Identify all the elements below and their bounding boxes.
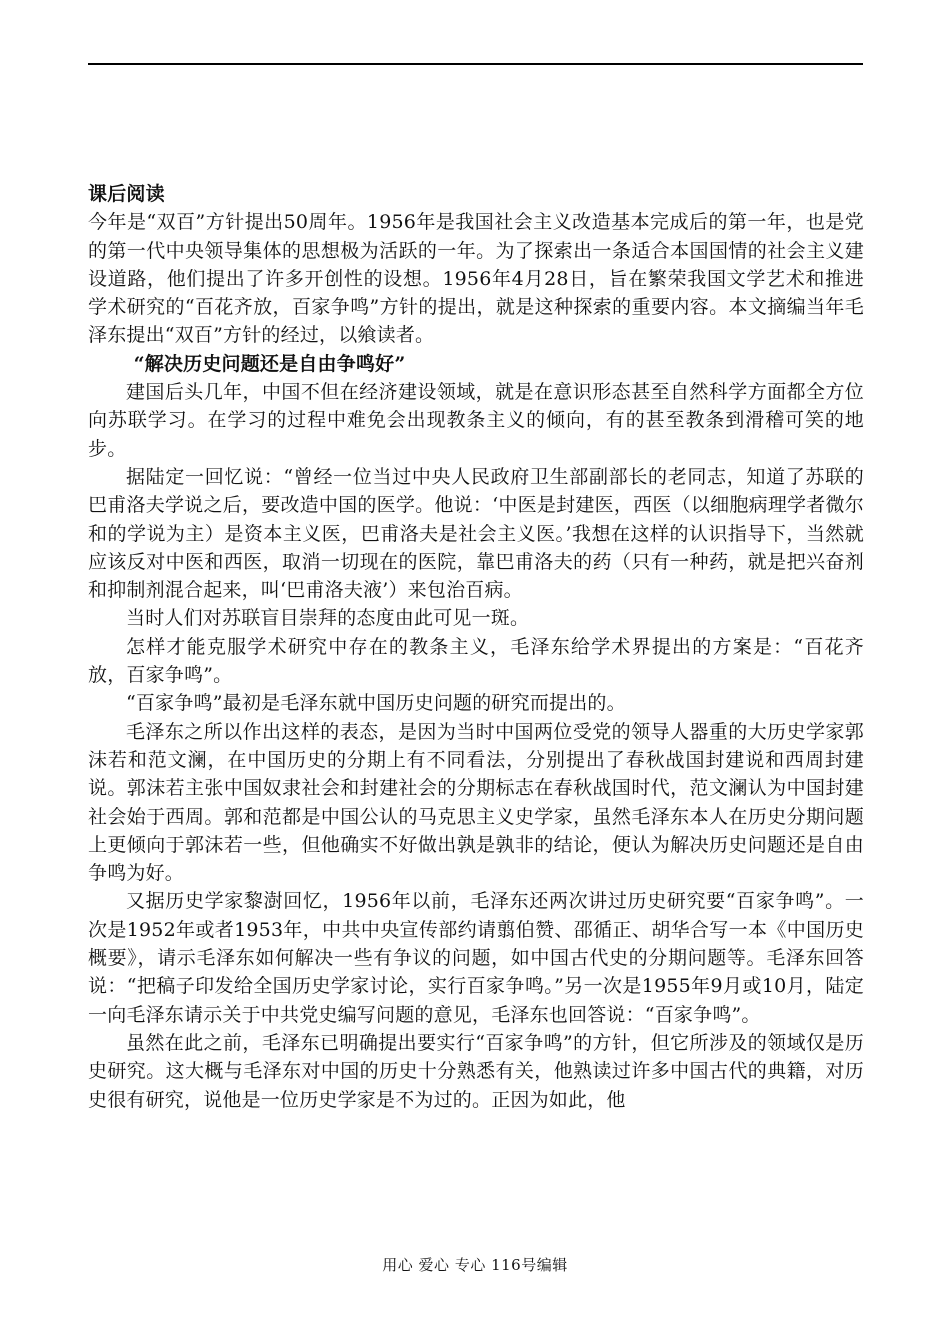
page-footer: 用心 爱心 专心 116号编辑	[382, 1256, 568, 1274]
document-body	[88, 180, 864, 1114]
body-paragraph: “百家争鸣”最初是毛泽东就中国历史问题的研究而提出的。	[126, 692, 626, 715]
body-paragraph: 怎样才能克服学术研究中存在的教条主义，毛泽东给学术界提出的方案是：“百花齐放，百家争鸣”。	[88, 635, 864, 687]
body-paragraph: 虽然在此之前，毛泽东已明确提出要实行“百家争鸣”的方针，但它所涉及的领域仅是历史研究。这大概与毛泽东对中国的历史十分熟悉有关，他熟读过许多中国古代的典籍，对历史很有研究，说他是一位历史学家是不为过的。正因为如此，他	[88, 1031, 864, 1111]
body-paragraph: 又据历史学家黎澍回忆，1956年以前，毛泽东还两次讲过历史研究要“百家争鸣”。一次是1952年或者1953年，中共中央宣传部约请翦伯赞、邵循正、胡华合写一本《中国历史概要》，请示毛泽东如何解决一些有争议的问题，如中国古代史的分期问题等。毛泽东回答说：“把稿子印发给全国历史学家讨论，实行百家争鸣。”另一次是1955年9月或10月，陆定一向毛泽东请示关于中共党史编写问题的意见，毛泽东也回答说：“百家争鸣”。	[88, 890, 864, 1026]
intro-paragraph: 今年是“双百”方针提出50周年。1956年是我国社会主义改造基本完成后的第一年，也是党的第一代中央领导集体的思想极为活跃的一年。为了探索出一条适合本国国情的社会主义建设道路，他们提出了许多开创性的设想。1956年4月28日，旨在繁荣我国文学艺术和推进学术研究的“百花齐放，百家争鸣”方针的提出，就是这种探索的重要内容。本文摘编当年毛泽东提出“双百”方针的经过，以飨读者。	[88, 211, 864, 347]
section-heading: 课后阅读	[88, 183, 165, 205]
body-paragraph: 据陆定一回忆说：“曾经一位当过中央人民政府卫生部副部长的老同志，知道了苏联的巴甫洛夫学说之后，要改造中国的医学。他说：‘中医是封建医，西医（以细胞病理学者微尔和的学说为主）是资本主义医，巴甫洛夫是社会主义医。’我想在这样的认识指导下，当然就应该反对中医和西医，取消一切现在的医院，靠巴甫洛夫的药（只有一种药，就是把兴奋剂和抑制剂混合起来，叫‘巴甫洛夫液’）来包治百病。	[88, 465, 864, 602]
body-paragraph: 建国后头几年，中国不但在经济建设领域，就是在意识形态甚至自然科学方面都全方位向苏联学习。在学习的过程中难免会出现教条主义的倾向，有的甚至教条到滑稽可笑的地步。	[88, 381, 864, 460]
body-paragraph: 当时人们对苏联盲目崇拜的态度由此可见一斑。	[126, 607, 530, 630]
article-title: “解决历史问题还是自由争鸣好”	[133, 352, 406, 375]
header-rule	[88, 63, 863, 65]
body-paragraph: 毛泽东之所以作出这样的表态，是因为当时中国两位受党的领导人器重的大历史学家郭沫若和范文澜，在中国历史的分期上有不同看法，分别提出了春秋战国封建说和西周封建说。郭沫若主张中国奴隶社会和封建社会的分期标志在春秋战国时代，范文澜认为中国封建社会始于西周。郭和范都是中国公认的马克思主义史学家，虽然毛泽东本人在历史分期问题上更倾向于郭沫若一些，但他确实不好做出孰是孰非的结论，便认为解决历史问题还是自由争鸣为好。	[88, 720, 864, 885]
